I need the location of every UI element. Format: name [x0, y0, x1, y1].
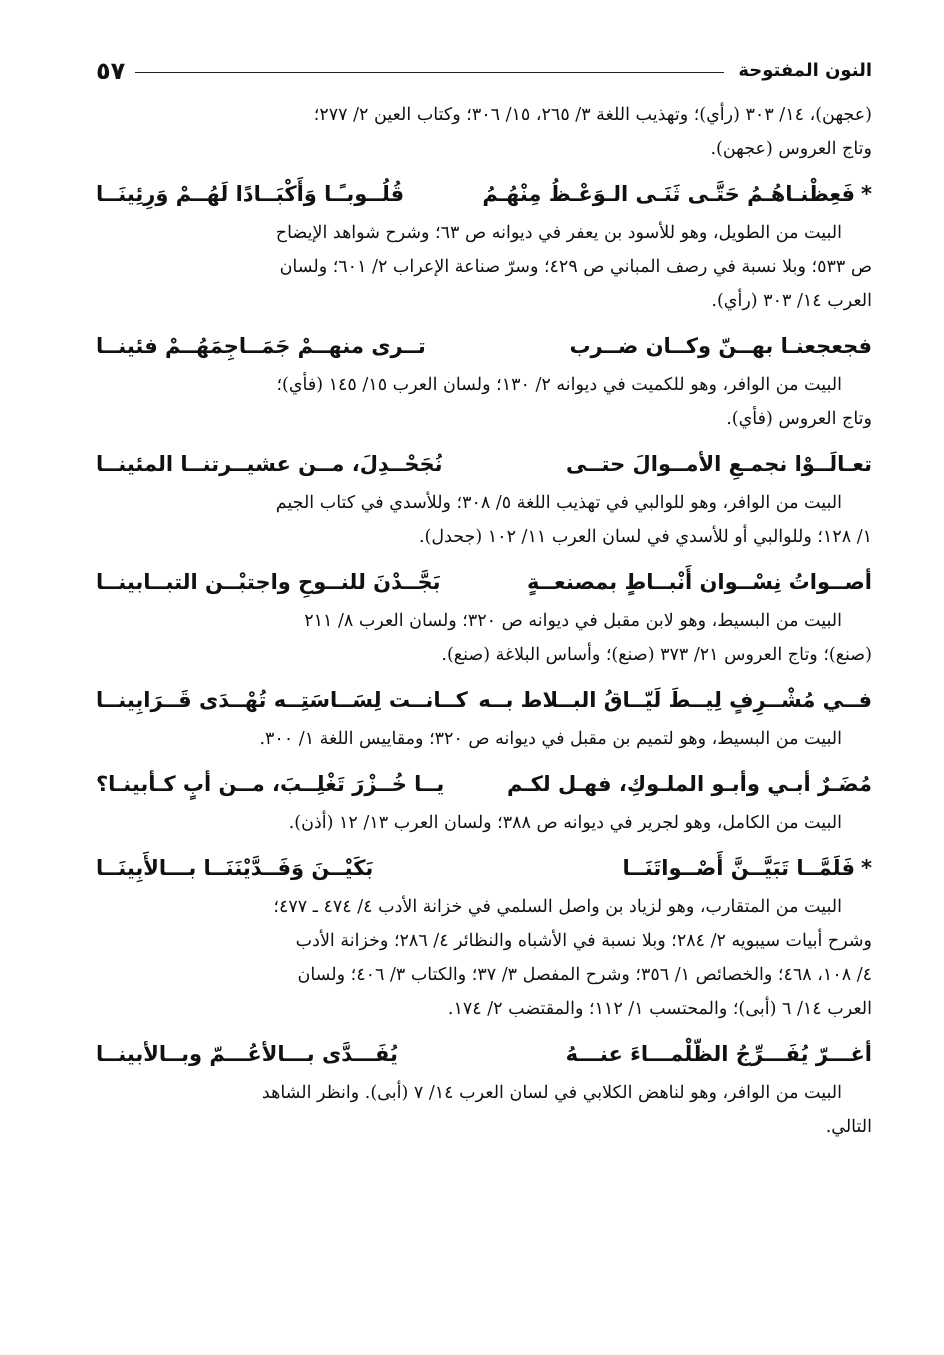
- reference-line: البيت من الكامل، وهو لجرير في ديوانه ص ٣٨٨؛ ولسان العرب ١٣/ ١٢ (أذن).: [288, 813, 842, 833]
- intro-references: [96, 98, 872, 166]
- first-hemistich-text: فَلَمَّــا تَبَيَّــنَّ أَصْــواتَنَــا: [622, 856, 856, 880]
- star-marker: *: [861, 182, 872, 206]
- second-hemistich: يُفَـــدَّى بـــالأعُـــمّ وبــالأبينــا: [96, 1042, 398, 1066]
- first-hemistich: فجعجعنـا بهــنّ وكــان ضــرب: [569, 334, 872, 358]
- first-hemistich: مُضَـرٌ أبـي وأبـو الملـوكِ، فهـل لكـم: [506, 772, 872, 796]
- star-marker: *: [861, 856, 872, 880]
- first-hemistich: [623, 848, 872, 888]
- first-hemistich: فــي مُشْــرِفٍ لِيــطَ لَيّــاقُ البــلاط بــه: [478, 688, 872, 712]
- reference-line: ٤/ ١٠٨، ٤٦٨؛ والخصائص ١/ ٣٥٦؛ وشرح المفصل ٣/ ٣٧؛ والكتاب ٣/ ٤٠٦؛ ولسان: [297, 965, 872, 985]
- verse-entry: [96, 848, 872, 1026]
- verse-line: [96, 444, 872, 484]
- first-hemistich: [482, 174, 872, 214]
- verse-line: [96, 848, 872, 888]
- first-hemistich: أغـــرّ يُفَـــرِّجُ الظّلْمـــاءَ عنـــهُ: [565, 1042, 872, 1066]
- reference-line: البيت من الطويل، وهو للأسود بن يعفر في ديوانه ص ٦٣؛ وشرح شواهد الإيضاح: [275, 223, 842, 243]
- verse-entry: [96, 764, 872, 840]
- reference-line: البيت من البسيط، وهو لتميم بن مقبل في ديوانه ص ٣٢٠؛ ومقاييس اللغة ١/ ٣٠٠.: [259, 729, 842, 749]
- verse-line: [96, 326, 872, 366]
- running-title: النون المفتوحة: [738, 60, 872, 81]
- reference-line: العرب ١٤/ ٦ (أبى)؛ والمحتسب ١/ ١١٢؛ والمقتضب ٢/ ١٧٤.: [447, 999, 872, 1019]
- reference-line: (عجهن)، ١٤/ ٣٠٣ (رأي)؛ وتهذيب اللغة ٣/ ٢٦٥، ١٥/ ٣٠٦؛ وكتاب العين ٢/ ٢٧٧؛: [313, 105, 872, 125]
- reference-line: البيت من البسيط، وهو لابن مقبل في ديوانه ص ٣٢٠؛ ولسان العرب ٨/ ٢١١: [304, 611, 842, 631]
- book-page: [96, 58, 872, 1144]
- verse-entry: [96, 444, 872, 554]
- first-hemistich-text: فَعِظْنـاهُـمُ حَتَّـى ثَنَـى الـوَعْـظُ مِنْهُـمُ: [482, 182, 856, 206]
- reference-line: البيت من الوافر، وهو للكميت في ديوانه ٢/ ١٣٠؛ ولسان العرب ١٥/ ١٤٥ (فأي)؛: [276, 375, 842, 395]
- reference-line: (صنع)؛ وتاج العروس ٢١/ ٣٧٣ (صنع)؛ وأساس البلاغة (صنع).: [441, 645, 872, 665]
- reference-line: وتاج العروس (عجهن).: [710, 139, 872, 159]
- page-header: [96, 58, 872, 98]
- second-hemistich: نُجَحْــدِلَ، مــن عشيــرتنــا المئينــا: [96, 452, 443, 476]
- verse-entry: [96, 562, 872, 672]
- header-rule: [135, 58, 724, 73]
- second-hemistich: بَكَيْــنَ وَفَــدَّيْنَنَــا بـــالأَبِينَــا: [96, 856, 374, 880]
- second-hemistich: قُلُــوبـًـا وَأَكْبَــادًا لَهُــمْ وَرِئِينَــا: [96, 182, 405, 206]
- reference-line: ١/ ١٢٨؛ وللوالبي أو للأسدي في لسان العرب ١١/ ١٠٢ (جحدل).: [418, 527, 872, 547]
- second-hemistich: يــا خُــزْرَ تَغْلِــبَ، مــن أبٍ كـأبينـا؟: [96, 772, 445, 796]
- second-hemistich: بَجَّــدْنَ للنــوحِ واجتبْــن التبــابينــا: [96, 570, 441, 594]
- verse-line: [96, 764, 872, 804]
- verse-line: [96, 1034, 872, 1074]
- reference-line: البيت من الوافر، وهو للوالبي في تهذيب اللغة ٥/ ٣٠٨؛ وللأسدي في كتاب الجيم: [275, 493, 842, 513]
- reference-line: وشرح أبيات سيبويه ٢/ ٢٨٤؛ وبلا نسبة في الأشباه والنظائر ٤/ ٢٨٦؛ وخزانة الأدب: [295, 931, 872, 951]
- second-hemistich: تــرى منهــمْ جَمَــاجِمَهُــمْ فئينــا: [96, 334, 426, 358]
- reference-line: التالي.: [825, 1117, 872, 1137]
- verse-entry: [96, 326, 872, 436]
- verse-line: [96, 680, 872, 720]
- verse-line: [96, 174, 872, 214]
- verse-entry: [96, 1034, 872, 1144]
- reference-line: البيت من المتقارب، وهو لزياد بن واصل السلمي في خزانة الأدب ٤/ ٤٧٤ ـ ٤٧٧؛: [273, 897, 842, 917]
- verse-entry: [96, 680, 872, 756]
- reference-line: ص ٥٣٣؛ وبلا نسبة في رصف المباني ص ٤٢٩؛ وسرّ صناعة الإعراب ٢/ ٦٠١؛ ولسان: [279, 257, 872, 277]
- reference-line: البيت من الوافر، وهو لناهض الكلابي في لسان العرب ١٤/ ٧ (أبى). وانظر الشاهد: [261, 1083, 842, 1103]
- verse-line: [96, 562, 872, 602]
- first-hemistich: أصــواتُ نِسْــوان أَنْبــاطٍ بمصنعــةٍ: [526, 570, 872, 594]
- second-hemistich: كــانــت لِسَــاسَتِــه تُهْــدَى قَــرَابِينــا: [96, 688, 468, 712]
- verse-entry: [96, 174, 872, 318]
- reference-line: وتاج العروس (فأي).: [726, 409, 872, 429]
- first-hemistich: تعـالَــوْا نجمـعِ الأمــوالَ حتــى: [565, 452, 872, 476]
- reference-line: العرب ١٤/ ٣٠٣ (رأي).: [711, 291, 872, 311]
- page-number: ٥٧: [96, 57, 126, 85]
